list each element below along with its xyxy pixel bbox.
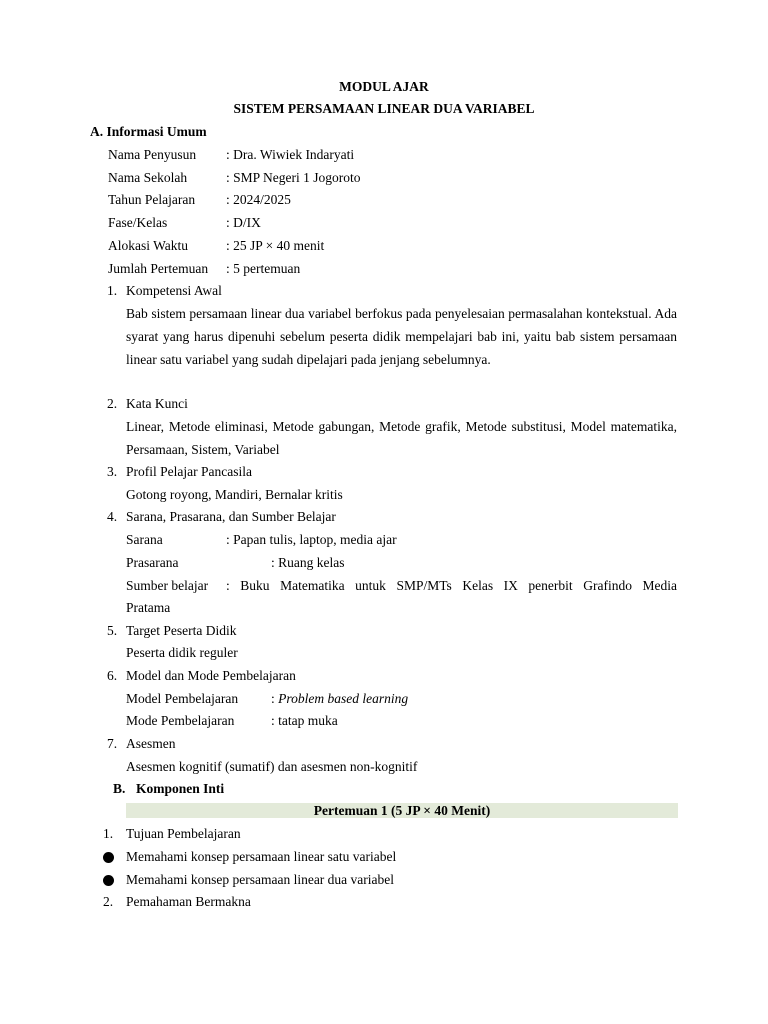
resource-value: : Papan tulis, laptop, media ajar	[226, 532, 397, 547]
item-number: 7.	[107, 736, 118, 751]
bullet-text: Memahami konsep persamaan linear dua variabel	[126, 872, 395, 887]
info-label: Jumlah Pertemuan	[108, 261, 209, 276]
resource-value: : Buku Matematika untuk SMP/MTs Kelas IX penerbit Grafindo Media	[226, 578, 677, 593]
item-body: Asesmen kognitif (sumatif) dan asesmen non-kognitif	[126, 759, 418, 774]
item-title: Profil Pelajar Pancasila	[126, 464, 252, 479]
item-number: 3.	[107, 464, 118, 479]
model-label: Model Pembelajaran	[126, 691, 239, 706]
resource-label: Prasarana	[126, 555, 179, 570]
document-subtitle: SISTEM PERSAMAAN LINEAR DUA VARIABEL	[233, 101, 535, 116]
section-b-heading: Komponen Inti	[136, 781, 225, 796]
resource-label: Sarana	[126, 532, 163, 547]
item-title: Asesmen	[126, 736, 176, 751]
item-title: Kata Kunci	[126, 396, 188, 411]
info-label: Tahun Pelajaran	[108, 192, 196, 207]
mode-value: : tatap muka	[271, 713, 338, 728]
item-title: Model dan Mode Pembelajaran	[126, 668, 296, 683]
item-title: Sarana, Prasarana, dan Sumber Belajar	[126, 509, 336, 524]
item-body: Linear, Metode eliminasi, Metode gabungan, Metode grafik, Metode substitusi, Model matematika, Persamaan, Sistem, Variabel	[126, 419, 677, 457]
info-value: : 5 pertemuan	[226, 261, 301, 276]
item-title: Kompetensi Awal	[126, 283, 222, 298]
list-number: 2.	[103, 894, 114, 909]
section-a-heading: A. Informasi Umum	[90, 124, 207, 139]
info-value: : SMP Negeri 1 Jogoroto	[226, 170, 361, 185]
document-title: MODUL AJAR	[339, 79, 429, 94]
item-number: 2.	[107, 396, 118, 411]
item-number: 4.	[107, 509, 118, 524]
info-label: Fase/Kelas	[108, 215, 168, 230]
list-title: Pemahaman Bermakna	[126, 894, 251, 909]
model-value-text: Problem based learning	[278, 691, 409, 706]
list-number: 1.	[103, 826, 114, 841]
model-value	[271, 691, 408, 707]
resource-value: : Ruang kelas	[271, 555, 345, 570]
info-value: : 25 JP × 40 menit	[226, 238, 325, 253]
info-label: Alokasi Waktu	[108, 238, 189, 253]
item-number: 5.	[107, 623, 118, 638]
list-title: Tujuan Pembelajaran	[126, 826, 241, 841]
resource-value-continued: Pratama	[126, 600, 171, 615]
bullet-dot-icon	[103, 852, 114, 863]
section-b-letter: B.	[113, 781, 126, 796]
info-value: : D/IX	[226, 215, 261, 230]
bullet-text: Memahami konsep persamaan linear satu variabel	[126, 849, 397, 864]
meeting-banner: Pertemuan 1 (5 JP × 40 Menit)	[313, 803, 491, 818]
item-number: 6.	[107, 668, 118, 683]
info-value: : Dra. Wiwiek Indaryati	[226, 147, 355, 162]
item-body: Bab sistem persamaan linear dua variabel berfokus pada penyelesaian permasalahan kontekstual. Ada syarat yang harus dipenuhi sebelum peserta didik mempelajari bab ini, yaitu bab sistem persamaan linear satu variabel yang sudah dipelajari pada jenjang sebelumnya.	[126, 306, 677, 367]
item-body: Gotong royong, Mandiri, Bernalar kritis	[126, 487, 343, 502]
mode-label: Mode Pembelajaran	[126, 713, 235, 728]
item-body: Peserta didik reguler	[126, 645, 238, 660]
resource-label: Sumber belajar	[126, 578, 209, 593]
bullet-dot-icon	[103, 875, 114, 886]
item-number: 1.	[107, 283, 118, 298]
info-value: : 2024/2025	[226, 192, 291, 207]
info-label: Nama Sekolah	[108, 170, 188, 185]
model-value-prefix: :	[271, 691, 279, 706]
info-label: Nama Penyusun	[108, 147, 197, 162]
item-title: Target Peserta Didik	[126, 623, 237, 638]
